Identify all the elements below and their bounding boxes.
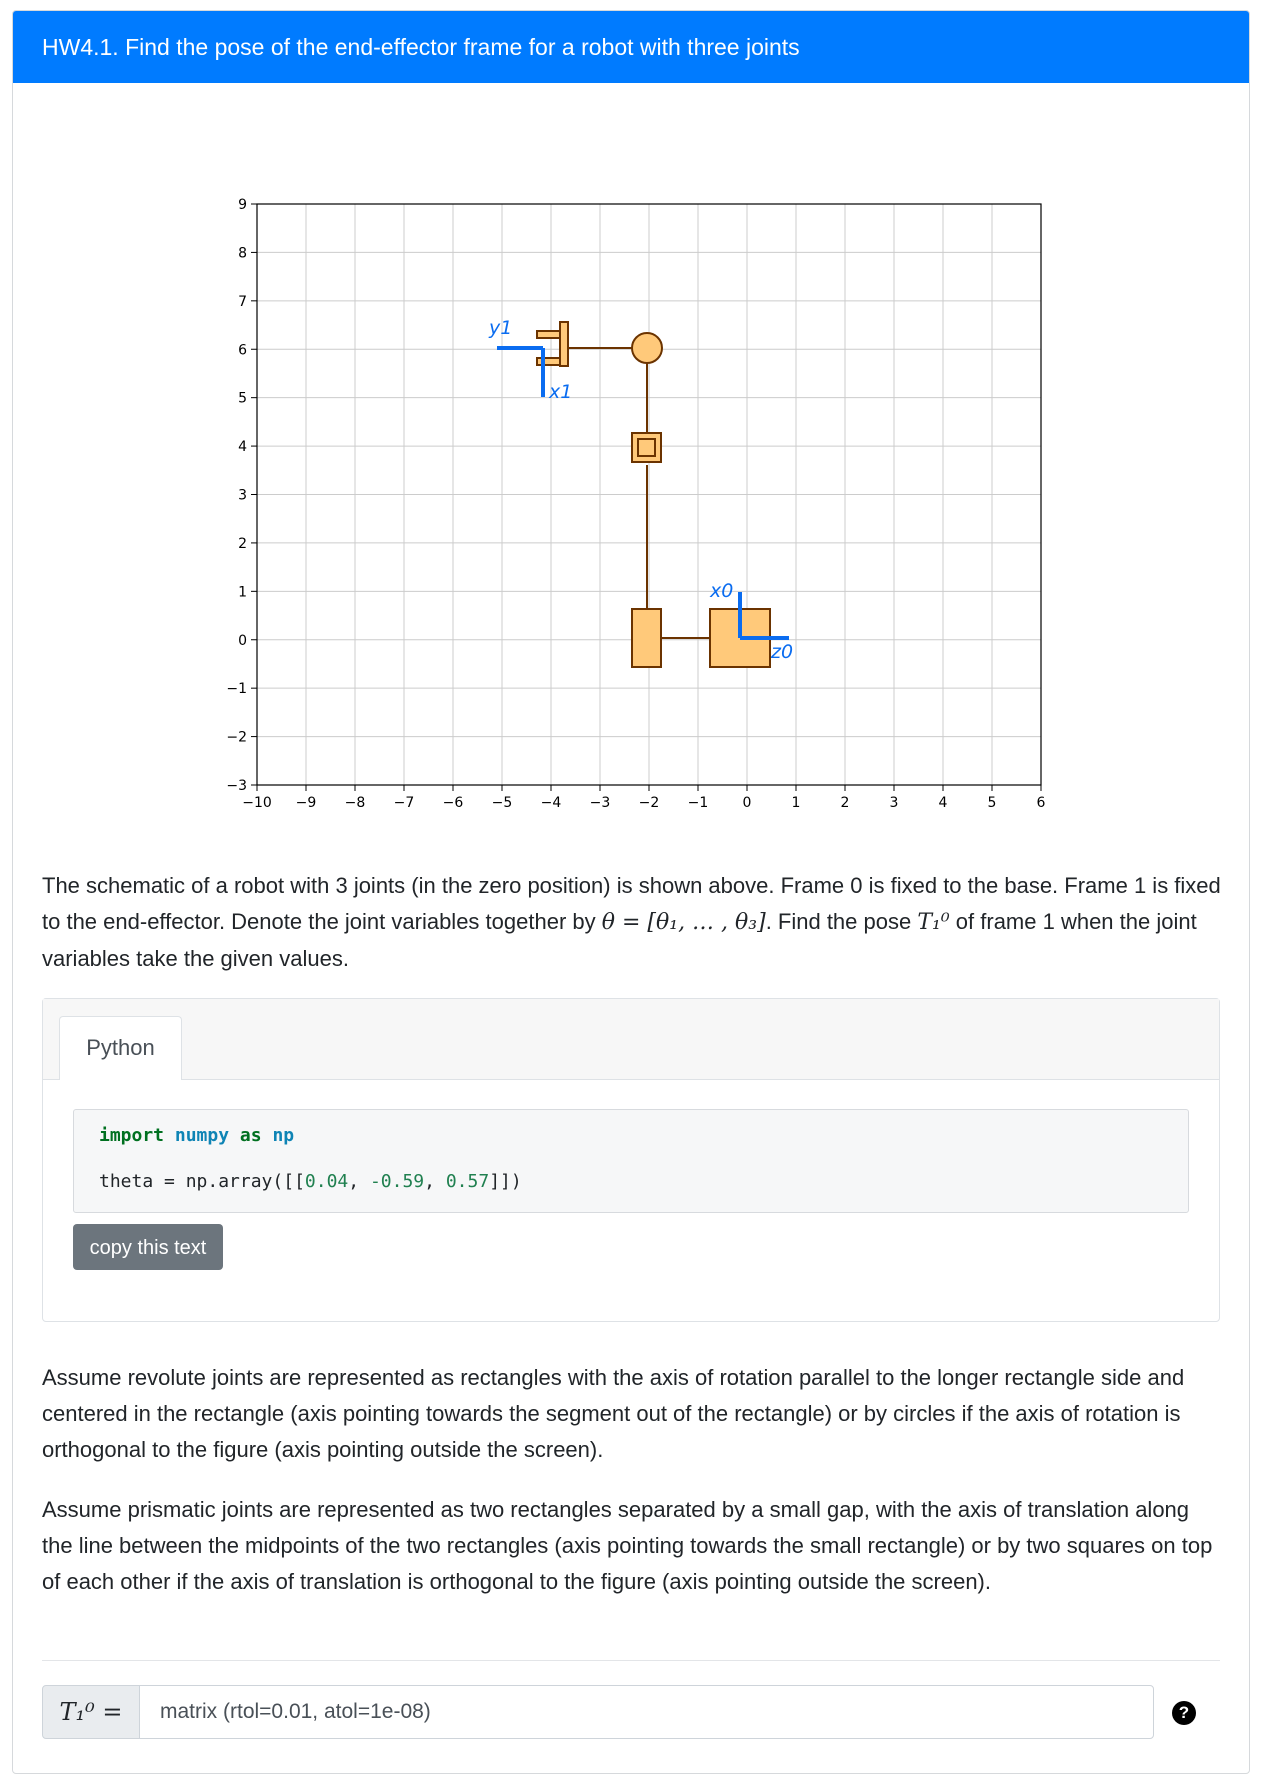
code-line-1: import numpy as np: [99, 1125, 295, 1146]
answer-row: [42, 1685, 1154, 1741]
y-tick-label: 1: [238, 584, 247, 601]
y-tick-label: 2: [238, 535, 247, 552]
y-tick-label: 0: [238, 632, 247, 649]
plot-grid: [257, 204, 1041, 785]
help-icon[interactable]: ?: [1172, 1701, 1196, 1725]
revolute-assumption: Assume revolute joints are represented as rectangles with the axis of rotation parallel to the longer rectangle side and centered in the rectangle (axis pointing towards the segment out of the rectangle) or by circles if the axis of rotation is orthogonal to the figure (axis pointing outside the screen).: [42, 1365, 1185, 1462]
joint-1-revolute: [632, 609, 661, 667]
y-tick-label: 6: [238, 342, 247, 359]
question-title: HW4.1. Find the pose of the end-effector frame for a robot with three joints: [13, 11, 1250, 83]
robot-schematic-plot: [210, 190, 1060, 820]
y-tick-label: 3: [238, 487, 247, 504]
x-tick-label: −3: [589, 795, 611, 811]
joint-2-prismatic-inner: [638, 439, 655, 456]
y-tick-label: −1: [226, 681, 247, 698]
y-tick-label: 7: [238, 293, 247, 310]
problem-statement: The schematic of a robot with 3 joints (in the zero position) is shown above. Frame 0 is fixed to the base. Frame 1 is fixed to the end-effector. Denote the joint variables together by θ = [θ₁, … , θ₃]. Find the pose T₁⁰ of frame 1 when the joint variables take the given values.: [42, 873, 1221, 971]
x-tick-label: 0: [742, 795, 752, 811]
code-panel: [42, 998, 1220, 1322]
x-tick-label: 3: [889, 795, 899, 811]
copy-text-button[interactable]: copy this text: [73, 1224, 223, 1270]
y-tick-label: −3: [226, 778, 247, 794]
x-tick-label: −6: [442, 795, 464, 811]
joint-3-revolute: [632, 333, 662, 363]
y-tick-label: 4: [238, 439, 247, 456]
divider: [42, 1660, 1220, 1661]
frame-0-z-label: z0: [771, 641, 794, 663]
x-tick-label: −8: [344, 795, 366, 811]
x-tick-label: 1: [791, 795, 801, 811]
y-tick-label: 9: [238, 197, 247, 213]
y-tick-label: 5: [238, 390, 247, 407]
x-tick-label: −5: [491, 795, 513, 811]
x-tick-label: 5: [987, 795, 997, 811]
prismatic-assumption: Assume prismatic joints are represented as two rectangles separated by a small gap, with the axis of translation along the line between the midpoints of the two rectangles (axis pointing towards the small rectangle) or by two squares on top of each other if the axis of translation is orthogonal to the figure (axis pointing outside the screen).: [42, 1497, 1213, 1594]
x-tick-label: −10: [242, 795, 272, 811]
code-tabs: [43, 999, 1219, 1080]
frame-0-x-label: x0: [710, 580, 734, 602]
y-tick-label: −2: [226, 729, 247, 746]
code-block[interactable]: [73, 1109, 1189, 1213]
answer-label: T₁⁰ =: [42, 1685, 140, 1739]
code-line-2: theta = np.array([[0.04, -0.59, 0.57]]): [99, 1171, 522, 1192]
x-tick-label: −1: [687, 795, 709, 811]
answer-input[interactable]: [139, 1685, 1154, 1739]
robot-links: [560, 348, 718, 638]
x-tick-label: 6: [1036, 795, 1046, 811]
frame-1-y-label: y1: [489, 317, 513, 339]
x-tick-label: 2: [840, 795, 850, 811]
x-tick-label: −2: [638, 795, 660, 811]
pose-symbol: T₁⁰: [917, 910, 950, 935]
frame-1-x-label: x1: [549, 381, 573, 403]
x-tick-label: −4: [540, 795, 562, 811]
y-axis-ticks: [226, 197, 257, 794]
y-tick-label: 8: [238, 245, 247, 262]
x-tick-label: −9: [295, 795, 317, 811]
tab-python[interactable]: Python: [59, 1016, 182, 1080]
theta-definition: θ = [θ₁, … , θ₃]: [601, 910, 766, 935]
frame-1-axes: [497, 348, 543, 397]
x-tick-label: −7: [393, 795, 415, 811]
x-tick-label: 4: [938, 795, 948, 811]
x-axis-ticks: [242, 785, 1045, 811]
